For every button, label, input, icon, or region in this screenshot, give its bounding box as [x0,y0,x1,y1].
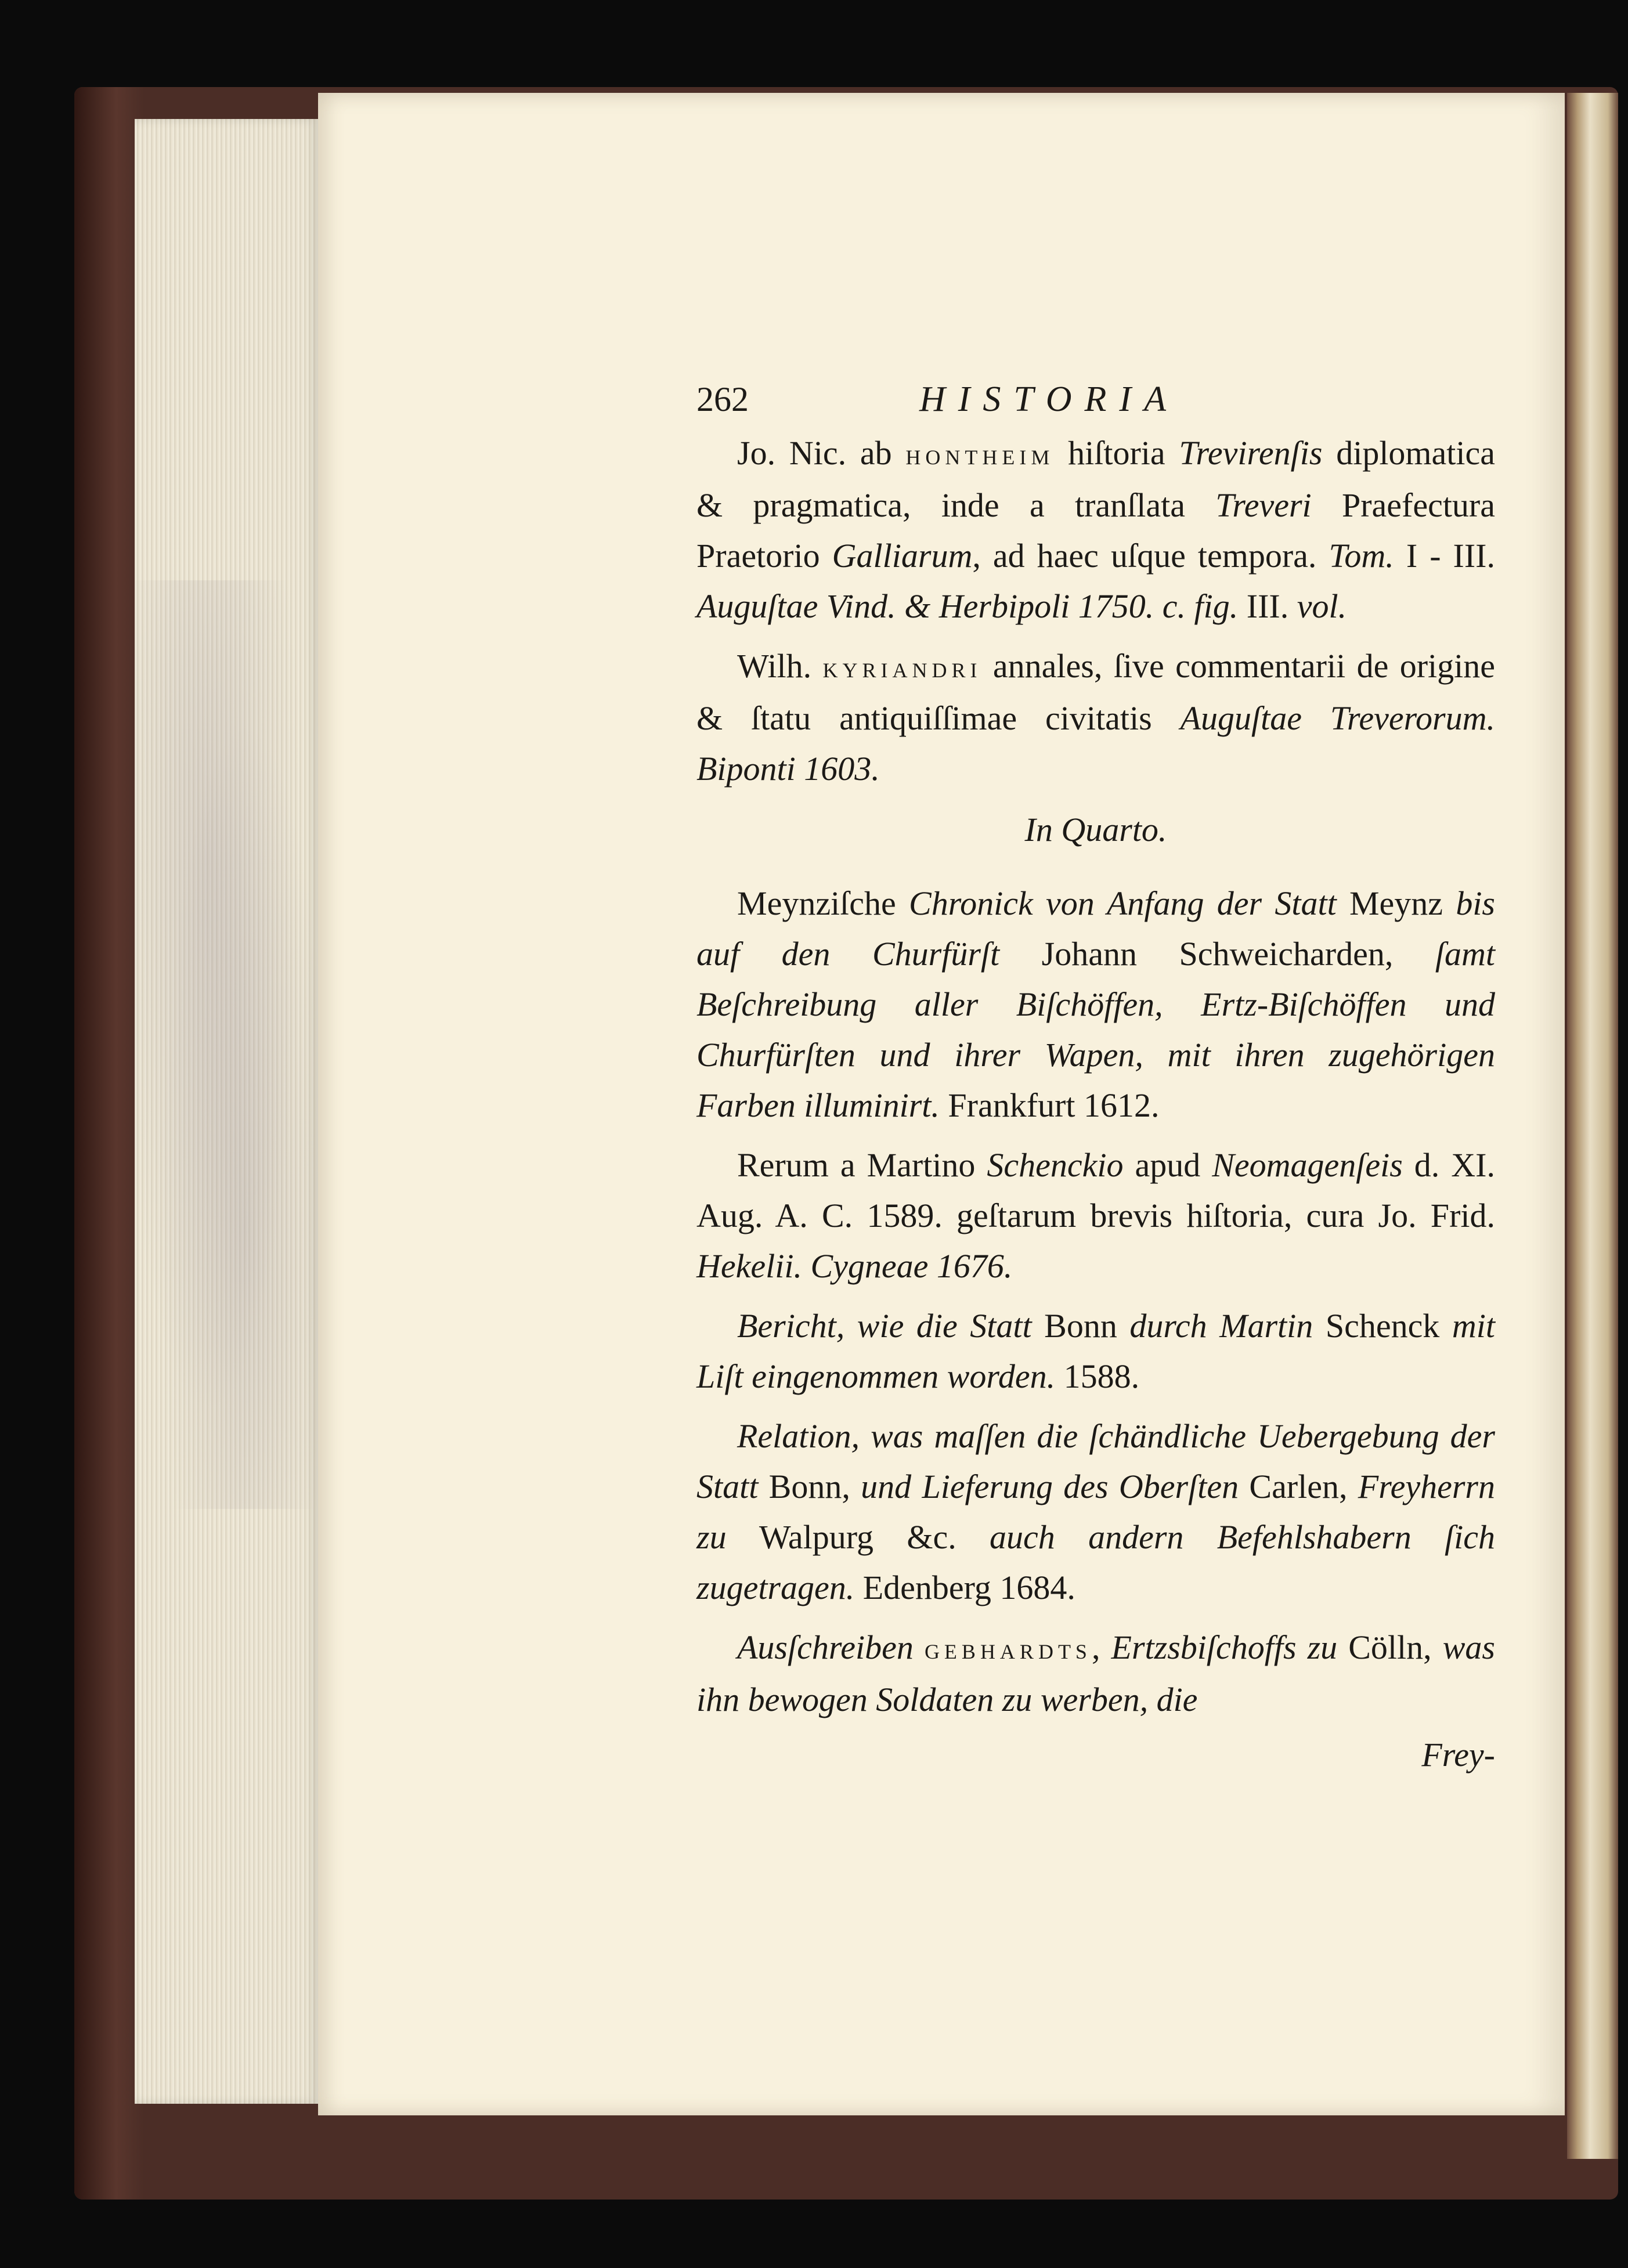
entry-text-run: was ihn bewogen Soldaten zu werben, die [696,1628,1495,1718]
entry-text-run: apud [1123,1146,1212,1184]
entry-text-run: Trevirenſis [1179,434,1323,472]
bibliography-entry [696,428,1495,631]
entry-text-run: Hekelii. Cygneae 1676. [696,1247,1013,1285]
entry-text-run: Schenckio [987,1146,1124,1184]
entry-text-run: ſamt Beſchreibung aller Biſchöffen, Ertz-Biſchöffen und Churfürſten und ihrer Wapen, mit ihren zugehörigen Farben illuminirt. [696,935,1495,1124]
entry-text-run: Tom. [1329,537,1394,575]
entry-text-run: gebhardts [924,1633,1092,1666]
entry-text-run: Carlen, [1239,1468,1358,1505]
catchword: Frey- [1421,1736,1495,1774]
entry-text-run: auch andern Befehlshabern ſich zugetragen. [696,1518,1495,1606]
entry-text-run: Ertzsbiſchoffs zu [1111,1628,1338,1666]
section-heading: In Quarto. [1024,811,1167,848]
entry-text-run: Schenck [1313,1307,1452,1345]
entry-text-run: Bonn [1031,1307,1130,1345]
entry-text-run: mit Liſt eingenommen worden. [696,1307,1495,1395]
entry-text-run: Bericht, wie die Statt [737,1307,1032,1345]
entry-text-run: Wilh. [737,647,823,685]
entry-text-run: Meynz [1336,884,1456,922]
entry-text-run: kyriandri [822,651,982,684]
entry-text-run: hontheim [905,438,1055,471]
entry-text-run: bis auf den Churfürſt [696,884,1495,973]
page-header [696,374,1495,428]
entry-text-run: und Lieferung des Oberſten [861,1468,1239,1505]
entry-text [696,428,1495,631]
bibliography-entry [696,1140,1495,1291]
entry-text [696,1140,1495,1291]
entry-text-run: Cölln, [1337,1628,1443,1666]
entry-text-run: Freyherrn zu [696,1468,1496,1556]
entry-text-run: Ausſchreiben [737,1628,925,1666]
entry-text-run: d. XI. Aug. A. C. 1589. geſtarum brevis hiſtoria, cura Jo. Frid. [696,1146,1495,1234]
entry-text-run: Treveri [1215,486,1312,524]
entry-text-run: Praefectura Praetorio [696,486,1495,575]
entry-text-run: annales, ſive commentarii de origine & ſtatu antiquiſſimae civitatis [696,647,1496,737]
facing-page-edge [1567,93,1618,2159]
entry-text-run: Relation, was maſſen die ſchändliche Uebergebung der Statt [696,1417,1495,1505]
entry-text-run: Auguſtae Vind. & Herbipoli 1750. c. fig. [696,587,1239,625]
bibliography-entry [696,641,1495,794]
entry-text-run: Chronick von Anfang der Statt [909,884,1337,922]
entry-text [696,641,1495,794]
bibliography-entry [696,1301,1495,1402]
page-number: 262 [696,380,749,418]
entry-text-run: I - III. [1394,537,1495,575]
entry-text-run: 1588. [1055,1357,1140,1395]
bibliography-entry [696,1411,1495,1613]
entry-text-run: Johann Schweicharden, [999,935,1435,973]
entry-text-run: , ad haec uſque tempora. [972,537,1329,575]
entry-text-run: III. [1238,587,1297,625]
entry-text-run: durch Martin [1129,1307,1313,1345]
entry-text [696,1411,1495,1613]
entry-text-run: hiſtoria [1054,434,1179,472]
entry-text-run: Rerum a Martino [737,1146,987,1184]
entry-text [696,1301,1495,1402]
entry-text-run: Auguſtae Treverorum. Biponti 1603. [696,699,1496,788]
text-column [696,374,1495,1780]
bibliography-entry [696,1622,1495,1725]
marbled-edge-pattern [135,580,319,1509]
entry-text-run: Frankfurt 1612. [939,1086,1160,1124]
running-title: HISTORIA [919,380,1179,419]
book-spine-shadow [74,87,144,2200]
entry-text-run: Galliarum [832,537,973,575]
entry-text-run: vol. [1297,587,1347,625]
entry-text-run: Neomagenſeis [1212,1146,1403,1184]
entry-text [696,878,1495,1131]
entry-text-run: Walpurg &c. [726,1518,990,1556]
bibliography-entry [696,878,1495,1131]
entry-text-run: diplomatica & pragmatica, inde a tranſlata [696,434,1496,524]
entry-text-run: , [1091,1628,1111,1666]
entry-text [696,1622,1495,1725]
entry-text-run: Jo. Nic. ab [737,434,906,472]
entry-text-run: Edenberg 1684. [854,1569,1075,1606]
entry-text-run: Bonn, [758,1468,861,1505]
entry-text-run: Meynziſche [737,884,909,922]
